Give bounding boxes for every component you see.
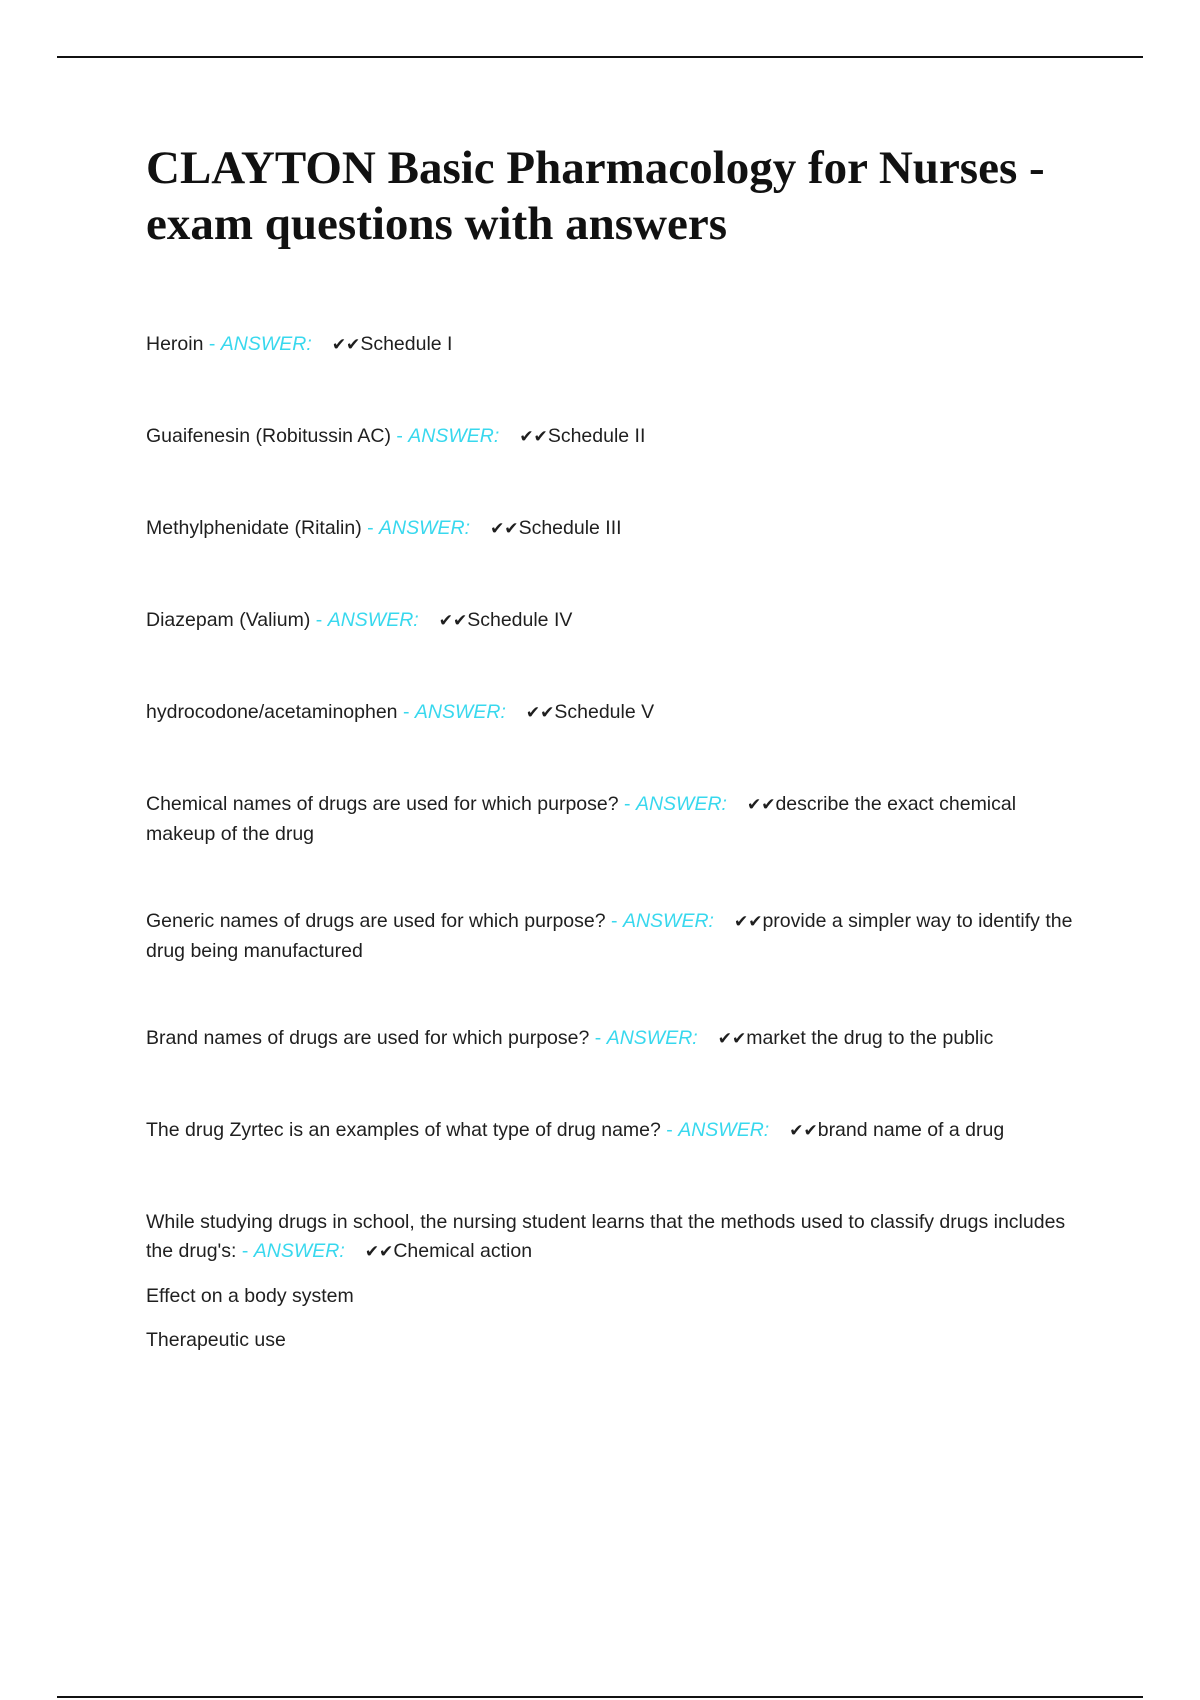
answer-separator: - bbox=[367, 517, 374, 539]
qa-item bbox=[146, 514, 1086, 544]
answer-text: market the drug to the public bbox=[746, 1027, 994, 1049]
question-text: Brand names of drugs are used for which purpose? bbox=[146, 1027, 590, 1049]
question-text: Chemical names of drugs are used for which purpose? bbox=[146, 793, 619, 815]
answer-label: ANSWER: bbox=[253, 1240, 345, 1262]
answer-separator: - bbox=[241, 1240, 249, 1262]
qa-item bbox=[146, 1116, 1086, 1146]
question-text: Heroin bbox=[146, 333, 204, 355]
bottom-rule bbox=[57, 1696, 1143, 1698]
answer-separator: - bbox=[315, 609, 323, 631]
answer-separator: - bbox=[396, 425, 403, 447]
answer-text: Schedule I bbox=[360, 333, 453, 355]
answer-text: provide a simpler way to identify the drug being manufactured bbox=[146, 910, 1073, 962]
answer-label: ANSWER: bbox=[327, 609, 419, 631]
answer-separator: - bbox=[611, 910, 618, 932]
answer-text: Schedule II bbox=[547, 425, 646, 447]
answer-label: ANSWER: bbox=[606, 1027, 698, 1049]
answer-label: ANSWER: bbox=[408, 425, 500, 447]
answer-separator: - bbox=[208, 333, 216, 355]
checkmark-icon: ✔✔ bbox=[331, 335, 361, 355]
answer-label: ANSWER: bbox=[414, 701, 506, 723]
question-text: Methylphenidate (Ritalin) bbox=[146, 517, 362, 539]
answer-text: Chemical action bbox=[393, 1240, 533, 1262]
answer-label: ANSWER: bbox=[678, 1119, 770, 1141]
answer-text: describe the exact chemical makeup of the drug bbox=[146, 793, 1017, 845]
document-body bbox=[146, 140, 1086, 1355]
answer-extra-line: Therapeutic use bbox=[146, 1329, 286, 1351]
checkmark-icon: ✔✔ bbox=[519, 427, 548, 447]
qa-item bbox=[146, 330, 1086, 360]
qa-item bbox=[146, 1024, 1086, 1054]
answer-separator: - bbox=[666, 1119, 673, 1141]
qa-item bbox=[146, 790, 1086, 849]
qa-item bbox=[146, 907, 1086, 966]
question-text: While studying drugs in school, the nursing student learns that the methods used to classify drugs includes the drug's: bbox=[146, 1211, 1066, 1262]
qa-item bbox=[146, 698, 1086, 728]
question-text: hydrocodone/acetaminophen bbox=[146, 701, 398, 723]
question-text: Diazepam (Valium) bbox=[146, 609, 311, 631]
answer-separator: - bbox=[594, 1027, 602, 1049]
checkmark-icon: ✔✔ bbox=[525, 703, 555, 723]
checkmark-icon: ✔✔ bbox=[717, 1029, 747, 1049]
answer-separator: - bbox=[624, 793, 631, 815]
question-text: The drug Zyrtec is an examples of what type of drug name? bbox=[146, 1119, 661, 1141]
checkmark-icon: ✔✔ bbox=[438, 611, 468, 631]
checkmark-icon: ✔✔ bbox=[490, 519, 519, 539]
answer-text: brand name of a drug bbox=[817, 1119, 1005, 1141]
qa-item bbox=[146, 606, 1086, 636]
question-text: Generic names of drugs are used for which purpose? bbox=[146, 910, 606, 932]
answer-label: ANSWER: bbox=[635, 793, 727, 815]
question-text: Guaifenesin (Robitussin AC) bbox=[146, 425, 391, 447]
checkmark-icon: ✔✔ bbox=[789, 1121, 818, 1141]
qa-item bbox=[146, 422, 1086, 452]
checkmark-icon: ✔✔ bbox=[733, 912, 763, 932]
top-rule bbox=[57, 56, 1143, 58]
answer-text: Schedule IV bbox=[467, 609, 573, 631]
answer-label: ANSWER: bbox=[622, 910, 714, 932]
answer-label: ANSWER: bbox=[220, 333, 312, 355]
answer-text: Schedule III bbox=[518, 517, 622, 539]
qa-item bbox=[146, 1208, 1086, 1355]
answer-text: Schedule V bbox=[554, 701, 655, 723]
answer-extra-line: Effect on a body system bbox=[146, 1285, 354, 1307]
checkmark-icon: ✔✔ bbox=[746, 795, 776, 815]
answer-label: ANSWER: bbox=[379, 517, 471, 539]
checkmark-icon: ✔✔ bbox=[364, 1242, 394, 1262]
document-title: CLAYTON Basic Pharmacology for Nurses - exam questions with answers bbox=[146, 142, 1045, 250]
answer-separator: - bbox=[402, 701, 410, 723]
